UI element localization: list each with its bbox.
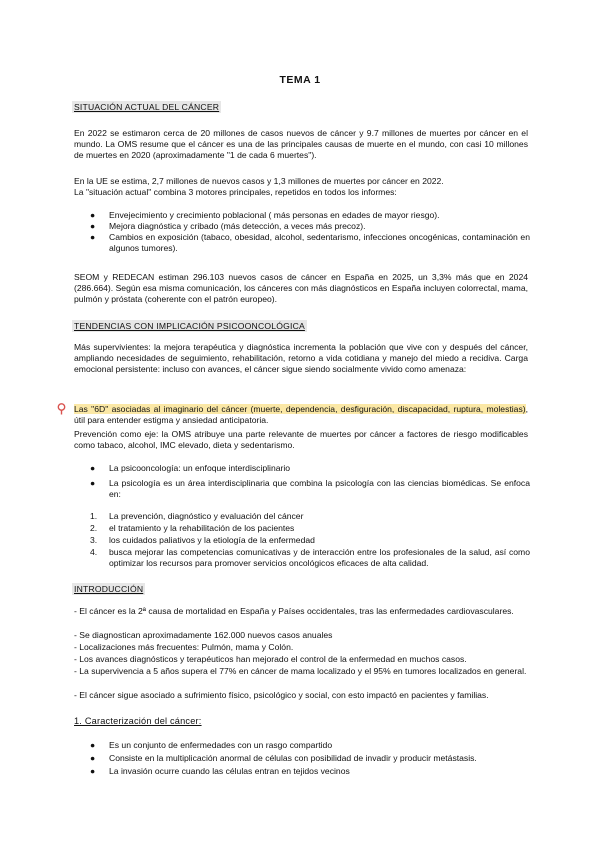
bullet-icon: ● (90, 740, 96, 750)
list-item: 4. busca mejorar las competencias comunicativas y de interacción entre los profesionales de la salud, así como optimizar los recursos para promover servicios oncológicos eficaces de alta calidad. (90, 547, 530, 568)
paragraph-tendencias-1: Más supervivientes: la mejora terapéutica y diagnóstica incrementa la población que vive con y después del cáncer, ampliando necesidades de seguimiento, rehabilitación, retorno a vida cotidiana y manejo del miedo a recidiva. Carga emocional persistente: incluso con avances, el cáncer sigue siendo socialmente vivido como amenaza: (74, 342, 528, 374)
numbered-list-enfoque (90, 511, 530, 569)
bullet-icon: ● (90, 463, 96, 473)
intro-line: - El cáncer sigue asociado a sufrimiento físico, psicológico y social, con esto impactó en pacientes y familias. (74, 690, 489, 700)
paragraph-situacion-1: En 2022 se estimaron cerca de 20 millones de casos nuevos de cáncer y 9.7 millones de muertes por cáncer en el mundo. La OMS resume que el cáncer es una de las principales causas de muerte en el mundo, con casi 10 millones de muertes en 2020 (aproximadamente "1 de cada 6 muertes"). (74, 128, 528, 160)
bullet-icon: ● (90, 766, 96, 776)
list-item: ● Mejora diagnóstica y cribado (más detección, a veces más precoz). (90, 221, 366, 231)
section-heading-caracterizacion: 1. Caracterización del cáncer: (74, 716, 202, 726)
paragraph-tendencias-prevencion: Prevención como eje: la OMS atribuye una parte relevante de muertes por cáncer a factores de riesgo modificables como tabaco, alcohol, IMC elevado, dieta y sedentarismo. (74, 429, 528, 450)
bullet-icon: ● (90, 753, 96, 763)
bullet-icon: ● (90, 210, 96, 220)
bullet-list-motores (90, 210, 530, 254)
list-item: 3. los cuidados paliativos y la etiología de la enfermedad (90, 535, 315, 545)
list-item: ● La psicología es un área interdisciplinaria que combina la psicología con las ciencias biomédicas. Se enfoca en: (90, 478, 530, 499)
list-item: ● Consiste en la multiplicación anormal de células con posibilidad de invadir y producir metástasis. (90, 753, 477, 763)
list-item: ● Cambios en exposición (tabaco, obesidad, alcohol, sedentarismo, infecciones oncogénicas, contaminación en algunos tumores). (90, 232, 530, 253)
highlighted-text: Las "6D" asociadas al imaginario del cáncer (muerte, dependencia, desfiguración, discapacidad, ruptura, molestias) (74, 404, 526, 414)
list-item: 1. La prevención, diagnóstico y evaluación del cáncer (90, 511, 304, 521)
paragraph-situacion-3: SEOM y REDECAN estiman 296.103 nuevos casos de cáncer en España en 2025, un 3,3% más que en 2024 (286.664). Según esa misma comunicación, los cánceres con más diagnósticos en España incluyen colorrectal, mama, pulmón y próstata (coherente con el patrón europeo). (74, 272, 528, 304)
location-pin-icon (57, 403, 66, 415)
paragraph-situacion-2b: La "situación actual" combina 3 motores principales, repetidos en todos los informes: (74, 187, 397, 197)
intro-line: - La supervivencia a 5 años supera el 77% en cáncer de mama localizado y el 95% en tumores localizados en general. (74, 666, 527, 676)
bullet-icon: ● (90, 232, 96, 242)
paragraph-situacion-2a: En la UE se estima, 2,7 millones de nuevos casos y 1,3 millones de muertes por cáncer en 2022. (74, 176, 444, 186)
intro-line: - Se diagnostican aproximadamente 162.000 nuevos casos anuales (74, 630, 333, 640)
intro-line: - Localizaciones más frecuentes: Pulmón, mama y Colón. (74, 642, 294, 652)
section-heading-situacion: SITUACIÓN ACTUAL DEL CÁNCER (74, 102, 220, 112)
list-item: ● La invasión ocurre cuando las células entran en tejidos vecinos (90, 766, 350, 776)
paragraph-tendencias-6d: Las "6D" asociadas al imaginario del cáncer (muerte, dependencia, desfiguración, discapacidad, ruptura, molestias), útil para entender estigma y ansiedad anticipatoria. (74, 404, 528, 425)
bullet-list-psicooncologia (90, 463, 530, 500)
section-heading-tendencias: TENDENCIAS CON IMPLICACIÓN PSICOONCOLÓGICA (74, 321, 305, 331)
list-item: ● La psicooncología: un enfoque interdisciplinario (90, 463, 291, 473)
bullet-list-caracterizacion (90, 740, 530, 777)
bullet-icon: ● (90, 478, 96, 488)
section-heading-introduccion: INTRODUCCIÓN (74, 584, 144, 594)
list-item: 2. el tratamiento y la rehabilitación de los pacientes (90, 523, 295, 533)
intro-line: - Los avances diagnósticos y terapéuticos han mejorado el control de la enfermedad en muchos casos. (74, 654, 467, 664)
list-item: ● Es un conjunto de enfermedades con un rasgo compartido (90, 740, 333, 750)
intro-line: - El cáncer es la 2ª causa de mortalidad en España y Países occidentales, tras las enfermedades cardiovasculares. (74, 606, 514, 616)
list-item: ● Envejecimiento y crecimiento poblacional ( más personas en edades de mayor riesgo). (90, 210, 440, 220)
page-title: TEMA 1 (279, 74, 321, 86)
bullet-icon: ● (90, 221, 96, 231)
